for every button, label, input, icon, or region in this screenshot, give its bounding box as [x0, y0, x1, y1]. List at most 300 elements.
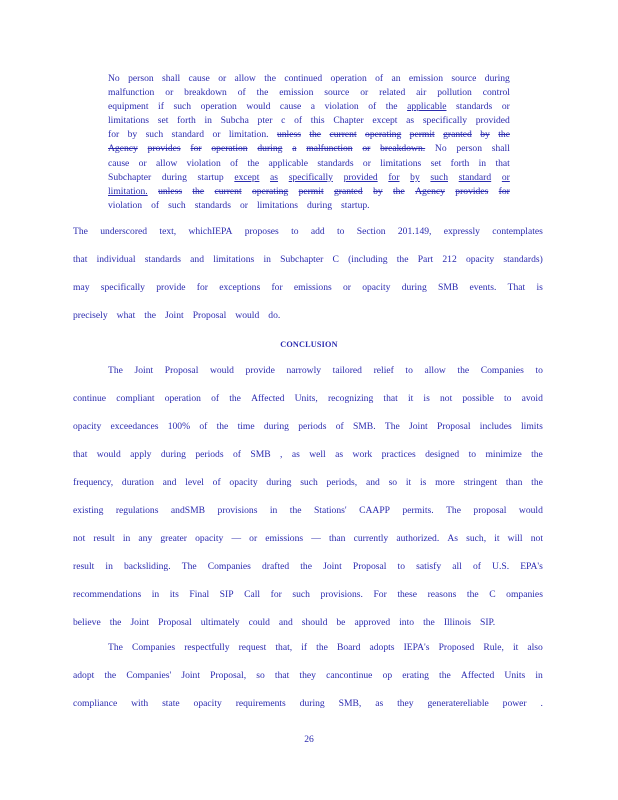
- word: the: [531, 449, 543, 460]
- word: they: [299, 670, 316, 681]
- word: 100%: [167, 421, 191, 432]
- word: emissions: [293, 282, 332, 293]
- word: the: [457, 365, 470, 376]
- word: work: [352, 449, 373, 460]
- word: —: [231, 533, 242, 544]
- paragraph-underscored-text: [73, 218, 543, 330]
- regulation-quote-block: [108, 72, 510, 213]
- word: for: [196, 282, 208, 293]
- word: specifically: [288, 171, 333, 183]
- word: the: [256, 87, 269, 99]
- word: breakdown.: [380, 143, 426, 155]
- word: periods: [298, 421, 327, 432]
- word: that: [383, 393, 398, 404]
- word: Proposed: [438, 642, 475, 653]
- word: opacity: [229, 477, 258, 488]
- word: believe: [73, 617, 101, 628]
- word: granted: [333, 185, 363, 197]
- word: Affected: [251, 393, 285, 404]
- word: Joint: [165, 310, 184, 321]
- word: such: [145, 129, 164, 141]
- word: malfunction: [108, 87, 155, 99]
- conclusion-heading: CONCLUSION: [280, 340, 338, 349]
- word: such: [173, 101, 192, 113]
- word: specifically: [422, 115, 468, 127]
- word: well: [309, 449, 326, 460]
- word: standards: [194, 199, 231, 211]
- word: authorized.: [396, 533, 440, 544]
- word: proposes: [244, 226, 279, 237]
- word: For: [373, 589, 387, 600]
- word: or: [212, 129, 221, 141]
- word: except: [372, 115, 398, 127]
- word: such: [300, 477, 318, 488]
- word: person: [128, 73, 154, 84]
- word: Companies: [131, 642, 176, 653]
- word: by: [373, 185, 383, 197]
- word: As: [447, 533, 459, 544]
- word: pollution: [437, 87, 472, 99]
- body-line: [73, 662, 543, 690]
- word: c: [281, 115, 286, 127]
- word: provide: [245, 365, 275, 376]
- word: limitation.: [228, 129, 269, 141]
- body-line: [73, 581, 543, 609]
- word: limits: [521, 421, 543, 432]
- word: limitations: [380, 157, 422, 169]
- word: contemplates: [492, 226, 543, 237]
- word: Units,: [294, 393, 318, 404]
- word: is: [536, 282, 543, 293]
- word: erating: [402, 670, 429, 681]
- word: stringent: [463, 477, 498, 488]
- body-line: [73, 274, 543, 302]
- word: the: [289, 505, 302, 516]
- word: applicable: [268, 157, 308, 169]
- word: during: [401, 282, 427, 293]
- word: apply: [130, 449, 152, 460]
- word: shall: [162, 73, 181, 84]
- word: its: [169, 589, 179, 600]
- word: the: [216, 421, 229, 432]
- word: Call: [244, 589, 261, 600]
- word: avoid: [521, 393, 543, 404]
- word: or: [138, 157, 147, 169]
- word: the: [466, 589, 479, 600]
- word: the: [385, 101, 398, 113]
- word: or: [218, 73, 227, 84]
- word: related: [379, 87, 406, 99]
- word: in: [535, 670, 543, 681]
- word: of: [294, 115, 303, 127]
- word: operating: [365, 129, 402, 141]
- word: all: [452, 561, 462, 572]
- word: than: [505, 477, 523, 488]
- word: more: [435, 477, 455, 488]
- word: The: [446, 505, 461, 516]
- word: Proposal: [436, 421, 471, 432]
- word: emission: [279, 87, 314, 99]
- word: Agency: [415, 185, 445, 197]
- word: would: [235, 310, 260, 321]
- word: compliant: [116, 393, 155, 404]
- word: request: [238, 642, 267, 653]
- word: provides: [455, 185, 489, 197]
- word: includes: [479, 421, 512, 432]
- word: they: [397, 698, 414, 709]
- word: allow: [234, 73, 256, 84]
- word: Rule,: [483, 642, 504, 653]
- word: in: [204, 115, 212, 127]
- word: so: [388, 477, 398, 488]
- word: of: [151, 199, 160, 211]
- word: these: [397, 589, 418, 600]
- word: for: [498, 185, 510, 197]
- word: Proposal: [352, 561, 387, 572]
- word: such: [292, 589, 310, 600]
- word: time: [237, 421, 255, 432]
- word: set: [157, 115, 169, 127]
- word: breakdown: [184, 87, 227, 99]
- word: .: [540, 698, 543, 709]
- word: during: [266, 477, 292, 488]
- word: it: [494, 533, 500, 544]
- word: The: [384, 421, 400, 432]
- word: proposal: [473, 505, 507, 516]
- word: the: [423, 617, 435, 628]
- word: relief: [373, 365, 394, 376]
- word: for: [388, 171, 400, 183]
- word: ultimately: [200, 617, 240, 628]
- body-line: [73, 469, 543, 497]
- word: CAAPP: [359, 505, 390, 516]
- word: operation: [200, 101, 237, 113]
- word: or: [342, 282, 351, 293]
- word: during: [484, 73, 510, 84]
- word: that: [73, 449, 88, 460]
- word: frequency,: [73, 477, 114, 488]
- word: Units: [504, 670, 526, 681]
- word: recommendations: [73, 589, 142, 600]
- word: Joint: [409, 421, 428, 432]
- word: events.: [469, 282, 497, 293]
- word: it: [407, 393, 414, 404]
- word: exceptions: [219, 282, 261, 293]
- word: operating: [251, 185, 289, 197]
- word: violation: [108, 199, 143, 211]
- word: Subcha: [220, 115, 249, 127]
- word: this: [310, 115, 325, 127]
- word: Proposal: [158, 617, 192, 628]
- word: to: [503, 393, 512, 404]
- word: the: [247, 157, 260, 169]
- word: the: [439, 670, 451, 681]
- word: to: [337, 226, 345, 237]
- word: tailored: [332, 365, 362, 376]
- word: for: [108, 129, 120, 141]
- word: if: [158, 101, 164, 113]
- word: periods,: [326, 477, 358, 488]
- word: for: [190, 143, 202, 155]
- word: that: [495, 157, 510, 169]
- word: the: [104, 670, 117, 681]
- word: 201.149,: [397, 226, 432, 237]
- word: continued: [284, 73, 323, 84]
- quote-line: [108, 86, 510, 100]
- word: as: [335, 449, 344, 460]
- word: regulations: [115, 505, 159, 516]
- word: text,: [159, 226, 177, 237]
- word: during: [299, 698, 325, 709]
- word: op: [382, 670, 393, 681]
- word: so: [256, 670, 265, 681]
- word: opacity: [465, 254, 495, 265]
- word: startup.: [341, 199, 370, 211]
- word: or: [249, 533, 258, 544]
- word: or: [362, 157, 371, 169]
- word: provisions.: [320, 589, 363, 600]
- word: an: [391, 73, 401, 84]
- word: narrowly: [286, 365, 322, 376]
- word: or: [501, 171, 510, 183]
- word: The: [73, 226, 88, 237]
- word: source: [324, 87, 350, 99]
- body-line: [73, 609, 543, 637]
- word: the: [531, 477, 543, 488]
- word: compliance: [73, 698, 118, 709]
- word: expressly: [443, 226, 480, 237]
- word: that: [274, 670, 290, 681]
- word: individual: [96, 254, 136, 265]
- word: cause: [108, 157, 130, 169]
- word: the: [192, 185, 205, 197]
- word: the: [109, 617, 122, 628]
- word: backsliding.: [123, 561, 171, 572]
- word: Companies': [126, 670, 172, 681]
- body-line: [73, 441, 543, 469]
- word: Part: [417, 254, 434, 265]
- word: equipment: [108, 101, 149, 113]
- word: the: [396, 254, 409, 265]
- word: Proposal: [164, 365, 199, 376]
- word: will: [507, 533, 523, 544]
- word: greater: [160, 533, 187, 544]
- word: SIP.: [480, 617, 496, 628]
- word: or: [501, 101, 510, 113]
- word: periods: [195, 449, 224, 460]
- quote-line: [108, 142, 510, 156]
- word: The: [181, 561, 197, 572]
- word: drafted: [262, 561, 290, 572]
- word: SIP: [219, 589, 234, 600]
- word: to: [468, 449, 477, 460]
- word: as: [375, 698, 384, 709]
- word: also: [527, 642, 543, 653]
- word: Chapter: [333, 115, 364, 127]
- word: and: [190, 254, 204, 265]
- word: Companies: [480, 365, 524, 376]
- word: Stations': [313, 505, 347, 516]
- word: of: [375, 73, 384, 84]
- body-line: [73, 690, 543, 718]
- word: cancontinue: [326, 670, 373, 681]
- word: pter: [257, 115, 273, 127]
- word: and: [162, 477, 177, 488]
- word: Subchapter: [280, 254, 324, 265]
- word: for: [271, 282, 283, 293]
- word: by: [410, 171, 420, 183]
- word: the: [264, 73, 276, 84]
- word: the: [309, 129, 322, 141]
- quote-line: [108, 171, 510, 185]
- word: do.: [268, 310, 281, 321]
- word: provides: [147, 143, 181, 155]
- word: the: [229, 393, 241, 404]
- word: provided: [343, 171, 378, 183]
- word: power: [502, 698, 527, 709]
- word: result: [73, 561, 95, 572]
- word: generatereliable: [427, 698, 489, 709]
- word: could: [248, 617, 270, 628]
- word: result: [93, 533, 115, 544]
- word: level: [185, 477, 204, 488]
- word: what: [116, 310, 136, 321]
- word: exceedances: [110, 421, 159, 432]
- word: as: [270, 171, 279, 183]
- word: EPA's: [520, 561, 543, 572]
- word: cause: [279, 101, 302, 113]
- word: not: [530, 533, 543, 544]
- word: to: [405, 365, 413, 376]
- word: Joint: [181, 670, 201, 681]
- word: That: [507, 282, 526, 293]
- word: Joint: [130, 617, 150, 628]
- word: 212: [442, 254, 457, 265]
- word: precisely: [73, 310, 108, 321]
- word: whichIEPA: [188, 226, 233, 237]
- quote-line: [108, 199, 510, 213]
- word: a: [292, 143, 297, 155]
- word: with: [131, 698, 149, 709]
- word: such,: [466, 533, 487, 544]
- body-line: [73, 525, 543, 553]
- body-line: [73, 246, 543, 274]
- word: requirements: [235, 698, 286, 709]
- word: or: [360, 87, 369, 99]
- quote-line: [108, 114, 510, 128]
- word: forth: [450, 157, 470, 169]
- word: of: [232, 449, 241, 460]
- word: operation: [211, 143, 248, 155]
- word: cause: [188, 73, 210, 84]
- word: Subchapter: [108, 171, 152, 183]
- quote-line: [108, 128, 510, 142]
- word: limitations: [108, 115, 150, 127]
- quote-line: [108, 157, 510, 171]
- word: ompanies: [506, 589, 543, 600]
- word: approved: [354, 617, 391, 628]
- word: should: [301, 617, 328, 628]
- word: during: [257, 143, 283, 155]
- word: and: [278, 617, 293, 628]
- word: is: [419, 477, 427, 488]
- word: satisfy: [416, 561, 442, 572]
- word: that: [73, 254, 88, 265]
- word: during: [263, 421, 289, 432]
- word: in: [269, 505, 278, 516]
- word: adopt: [73, 670, 95, 681]
- word: set: [430, 157, 442, 169]
- word: The: [108, 642, 123, 653]
- word: No: [108, 73, 120, 84]
- word: or: [239, 199, 248, 211]
- word: provide: [156, 282, 186, 293]
- word: into: [399, 617, 415, 628]
- word: would: [246, 101, 271, 113]
- word: not: [439, 393, 453, 404]
- word: recognizing: [327, 393, 374, 404]
- word: granted: [443, 129, 472, 141]
- word: be: [336, 617, 346, 628]
- word: during: [160, 449, 186, 460]
- word: underscored: [100, 226, 148, 237]
- word: of: [211, 393, 220, 404]
- word: of: [199, 421, 208, 432]
- word: shall: [491, 143, 510, 155]
- word: or: [362, 143, 371, 155]
- body-line: [73, 218, 543, 246]
- word: applicable: [407, 101, 447, 113]
- word: operation: [164, 393, 201, 404]
- word: practices: [381, 449, 416, 460]
- word: a: [310, 101, 316, 113]
- word: provisions: [217, 505, 258, 516]
- word: Joint: [134, 365, 154, 376]
- word: of: [212, 477, 221, 488]
- word: forth: [177, 115, 196, 127]
- word: limitation.: [108, 185, 148, 197]
- word: for: [270, 589, 282, 600]
- word: may: [73, 282, 90, 293]
- word: startup: [197, 171, 224, 183]
- word: ,: [280, 449, 283, 460]
- body-line: [73, 413, 543, 441]
- word: standards): [503, 254, 543, 265]
- word: unless: [276, 129, 301, 141]
- word: it: [512, 642, 519, 653]
- word: and: [365, 477, 380, 488]
- word: of: [472, 561, 481, 572]
- word: unless: [158, 185, 183, 197]
- word: provided: [475, 115, 510, 127]
- word: it: [405, 477, 412, 488]
- word: —: [311, 533, 321, 544]
- word: opacity: [73, 421, 102, 432]
- body-line: [73, 553, 543, 581]
- word: SMB.: [352, 421, 376, 432]
- word: designed: [425, 449, 460, 460]
- quote-line: [108, 72, 510, 86]
- word: the: [498, 129, 510, 141]
- word: of: [230, 157, 239, 169]
- word: would: [96, 449, 121, 460]
- word: IEPA's: [403, 642, 430, 653]
- paragraph-request: [73, 634, 543, 718]
- word: during: [306, 199, 333, 211]
- body-line: [73, 497, 543, 525]
- word: Board: [336, 642, 361, 653]
- word: except: [234, 171, 260, 183]
